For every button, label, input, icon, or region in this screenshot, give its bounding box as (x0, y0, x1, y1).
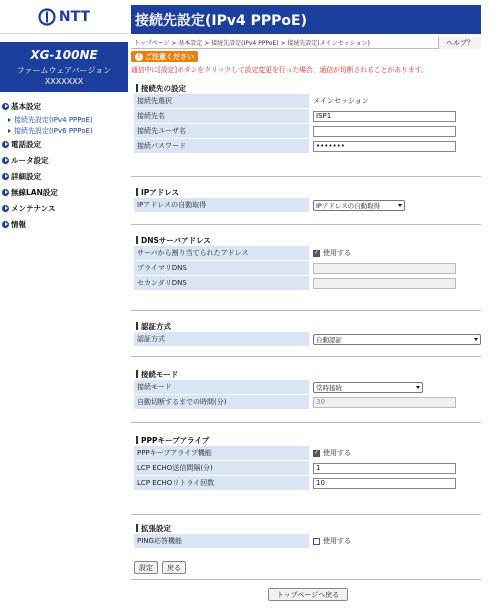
row-secondary-dns (134, 276, 481, 291)
row-connection-select (134, 94, 481, 109)
page-title: 接続先設定(IPv4 PPPoE) (131, 5, 481, 34)
section-mode (131, 368, 481, 410)
model-name: XG-100NE (30, 48, 98, 62)
row-label: 認証方式 (134, 332, 309, 347)
nav-arrow-icon (2, 157, 9, 164)
ppp-keepalive-checkbox[interactable]: ✓ (313, 449, 320, 456)
nav-item-wireless[interactable] (2, 184, 128, 200)
checkbox-label: 使用する (323, 537, 351, 545)
row-label: セカンダリDNS (134, 276, 309, 291)
disconnect-time-input[interactable]: 30 (313, 397, 456, 408)
logo-area (0, 0, 128, 34)
row-label: 接続パスワード (134, 139, 309, 154)
side-nav (2, 98, 128, 232)
nav-item-phone[interactable] (2, 136, 128, 152)
section-title: IPアドレス (131, 186, 481, 198)
row-label: IPアドレスの自動取得 (134, 198, 309, 213)
divider (131, 514, 481, 515)
nav-arrow-icon (2, 189, 9, 196)
nav-sub-ipv6[interactable] (8, 125, 128, 136)
logo-text: NTT (58, 8, 91, 25)
row-label: LCP ECHO送信間隔(分) (134, 461, 309, 476)
nav-sub-arrow-icon (8, 118, 11, 122)
row-label: LCP ECHOリトライ回数 (134, 476, 309, 491)
notice-badge-label: ご注意ください (145, 52, 194, 61)
row-dns-assigned (134, 246, 481, 261)
divider (131, 310, 481, 311)
divider (131, 422, 481, 423)
section-title: PPPキープアライブ (131, 434, 481, 446)
section-ppp (131, 434, 481, 491)
nav-arrow-icon (2, 205, 9, 212)
row-label: 自動切断するまでの時間(分) (134, 395, 309, 410)
row-label: プライマリDNS (134, 261, 309, 276)
nav-arrow-icon (2, 103, 9, 110)
chevron-down-icon (416, 386, 420, 389)
divider (131, 176, 481, 177)
firmware-label: ファームウェアバージョン (16, 66, 112, 75)
section-connection (131, 82, 481, 154)
divider (131, 224, 481, 225)
select-value: 自動認証 (316, 335, 342, 344)
primary-dns-input[interactable] (313, 263, 456, 274)
row-label: PPPキープアライブ機能 (134, 446, 309, 461)
section-title: DNSサーバアドレス (131, 234, 481, 246)
connection-name-input[interactable]: ISP1 (313, 111, 456, 122)
nav-label: 無線LAN設定 (11, 187, 58, 197)
nav-sub-label: 接続先設定(IPv6 PPPoE) (14, 126, 93, 135)
row-ip-auto (134, 198, 481, 213)
section-title: 接続モード (131, 368, 481, 380)
mode-select[interactable] (313, 382, 423, 393)
password-input[interactable]: ••••••• (313, 141, 456, 152)
row-username (134, 124, 481, 139)
row-label: 接続モード (134, 380, 309, 395)
notice-text: 通信中に[設定]ボタンをクリックして設定変更を行った場合、通信が切断されることがあります。 (131, 66, 428, 74)
section-auth (131, 320, 481, 347)
breadcrumb: トップページ > 基本設定 > 接続先設定(IPv4 PPPoE) > 接続先設定(メインセッション) (134, 40, 370, 47)
left-panel (0, 0, 128, 609)
nav-label: メンテナンス (11, 203, 56, 213)
firmware-version: XXXXXXX (44, 77, 84, 86)
nav-item-info[interactable] (2, 216, 128, 232)
connection-select-value: メインセッション (309, 94, 481, 109)
section-dns (131, 234, 481, 291)
lcp-retry-input[interactable]: 10 (313, 478, 456, 489)
notice-badge (131, 51, 198, 62)
nav-sub-label: 接続先設定(IPv4 PPPoE) (14, 115, 93, 124)
nav-arrow-icon (2, 141, 9, 148)
select-value: IPアドレスの自動取得 (316, 201, 381, 210)
warning-icon: ! (135, 53, 143, 61)
row-label: PING応答機能 (134, 534, 309, 549)
back-button[interactable]: 戻る (162, 561, 186, 574)
ntt-logo-icon (38, 8, 56, 26)
ip-auto-select[interactable] (313, 200, 405, 211)
nav-item-advanced[interactable] (2, 168, 128, 184)
row-label: 接続先選択 (134, 94, 309, 109)
model-info (0, 42, 128, 92)
row-lcp-interval (134, 461, 481, 476)
nav-label: ルータ設定 (11, 155, 49, 165)
nav-label: 基本設定 (11, 101, 41, 111)
nav-sub-ipv4[interactable] (8, 114, 128, 125)
auth-select[interactable] (313, 334, 481, 345)
row-label: 接続先名 (134, 109, 309, 124)
lcp-interval-input[interactable]: 1 (313, 463, 456, 474)
dns-assigned-checkbox[interactable]: ✓ (313, 249, 320, 256)
nav-label: 詳細設定 (11, 171, 41, 181)
row-password (134, 139, 481, 154)
set-button[interactable]: 設定 (134, 561, 158, 574)
nav-arrow-icon (2, 221, 9, 228)
section-extended (131, 522, 481, 549)
top-page-button[interactable]: トップページへ戻る (268, 588, 348, 601)
secondary-dns-input[interactable] (313, 278, 456, 289)
help-link[interactable]: ヘルプ？ (438, 37, 481, 49)
row-disconnect-time (134, 395, 481, 410)
username-input[interactable] (313, 126, 456, 137)
divider (131, 356, 481, 357)
nav-item-maintenance[interactable] (2, 200, 128, 216)
row-ppp-keepalive (134, 446, 481, 461)
row-label: サーバから割り当てられたアドレス (134, 246, 309, 261)
nav-label: 情報 (11, 219, 26, 229)
ntt-logo (38, 8, 90, 26)
row-label: 接続先ユーザ名 (134, 124, 309, 139)
row-auth (134, 332, 481, 347)
row-lcp-retry (134, 476, 481, 491)
select-value: 常時接続 (316, 383, 342, 392)
checkbox-label: 使用する (323, 449, 351, 457)
section-title: 拡張設定 (131, 522, 481, 534)
row-connection-name (134, 109, 481, 124)
ping-checkbox[interactable] (313, 538, 320, 545)
chevron-down-icon (474, 338, 478, 341)
nav-item-router[interactable] (2, 152, 128, 168)
row-ping (134, 534, 481, 549)
section-title: 接続先の設定 (131, 82, 481, 94)
nav-arrow-icon (2, 173, 9, 180)
nav-sub-arrow-icon (8, 129, 11, 133)
divider (131, 579, 481, 580)
chevron-down-icon (398, 204, 402, 207)
row-mode (134, 380, 481, 395)
breadcrumb-row (131, 37, 481, 49)
section-title: 認証方式 (131, 320, 481, 332)
checkbox-label: 使用する (323, 249, 351, 257)
nav-item-basic[interactable] (2, 98, 128, 114)
nav-label: 電話設定 (11, 139, 41, 149)
row-primary-dns (134, 261, 481, 276)
section-ip (131, 186, 481, 213)
